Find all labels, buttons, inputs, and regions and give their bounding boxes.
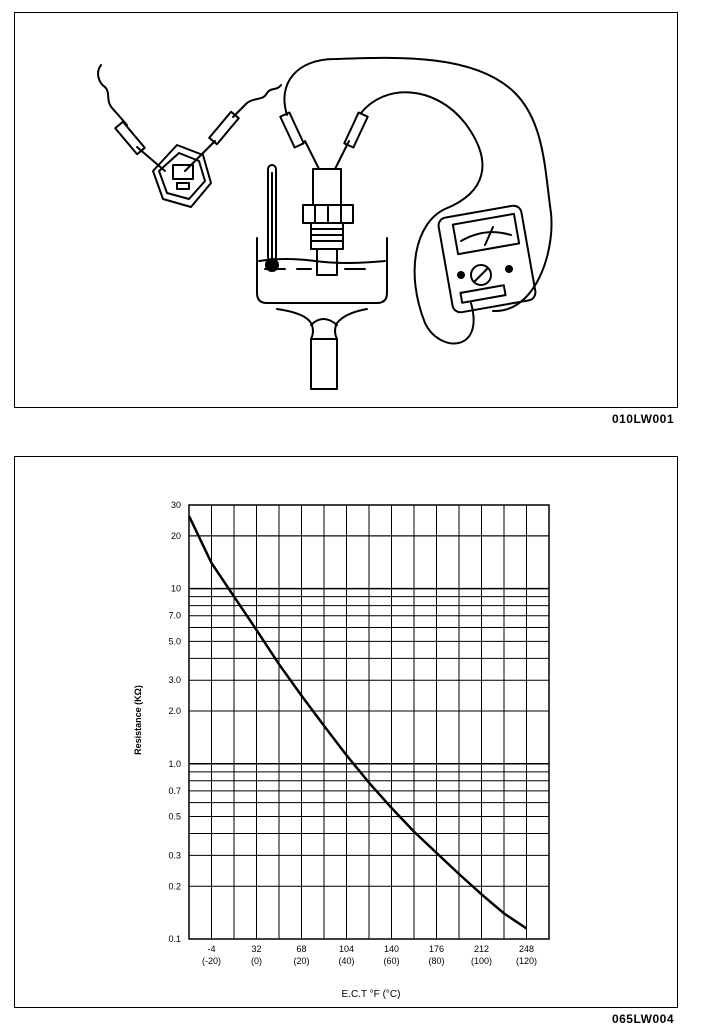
x-tick-label-c: (80) [428,956,445,966]
x-tick-label-f: 212 [473,944,490,954]
sensor-test-illustration-panel [14,12,678,408]
x-tick-label-c: (-20) [201,956,222,966]
x-tick-label-c: (0) [251,956,262,966]
x-tick-label-f: 104 [338,944,355,954]
resistance-chart [15,457,676,1006]
y-tick-label: 10 [170,583,181,594]
x-tick-label-f: 176 [428,944,445,954]
resistance-curve [189,516,527,929]
x-tick-label-f: 248 [518,944,535,954]
x-axis-label: E.C.T °F (°C) [341,989,401,1000]
figure-code-bottom: 065LW004 [611,1012,674,1026]
coolant-sensor-drawing [280,112,367,275]
figure-code-top: 010LW001 [611,412,674,426]
y-tick-label: 0.1 [168,934,181,944]
x-tick-label-f: -4 [207,944,216,954]
x-tick-label-c: (100) [470,956,493,966]
sensor-connector-drawing [98,65,281,207]
y-tick-label: 7.0 [168,610,181,621]
chart-grid [189,505,549,939]
resistance-chart-panel [14,456,678,1008]
x-tick-label-c: (20) [293,956,310,966]
y-tick-label: 20 [170,530,181,541]
x-tick-label-f: 68 [296,944,307,954]
y-tick-label: 5.0 [168,636,181,647]
x-tick-label-c: (60) [383,956,400,966]
y-tick-label: 0.2 [168,881,181,892]
multimeter-drawing [437,204,536,313]
sensor-test-illustration [15,13,676,406]
x-tick-label-f: 32 [251,944,262,954]
y-tick-labels [168,500,181,944]
y-tick-label: 1.0 [168,758,181,769]
x-tick-label-f: 140 [383,944,400,954]
x-tick-label-c: (40) [338,956,355,966]
y-axis-label: Resistance (KΩ) [133,685,143,755]
y-tick-label: 0.5 [168,811,181,822]
y-tick-label: 30 [170,500,181,510]
test-leads-drawing [284,58,551,344]
y-tick-label: 2.0 [168,706,181,717]
thermometer-drawing [266,165,278,271]
y-tick-label: 0.3 [168,850,181,861]
x-tick-labels [202,944,537,966]
y-tick-label: 0.7 [168,785,181,796]
x-tick-label-c: (120) [515,956,538,966]
y-tick-label: 3.0 [168,675,181,686]
